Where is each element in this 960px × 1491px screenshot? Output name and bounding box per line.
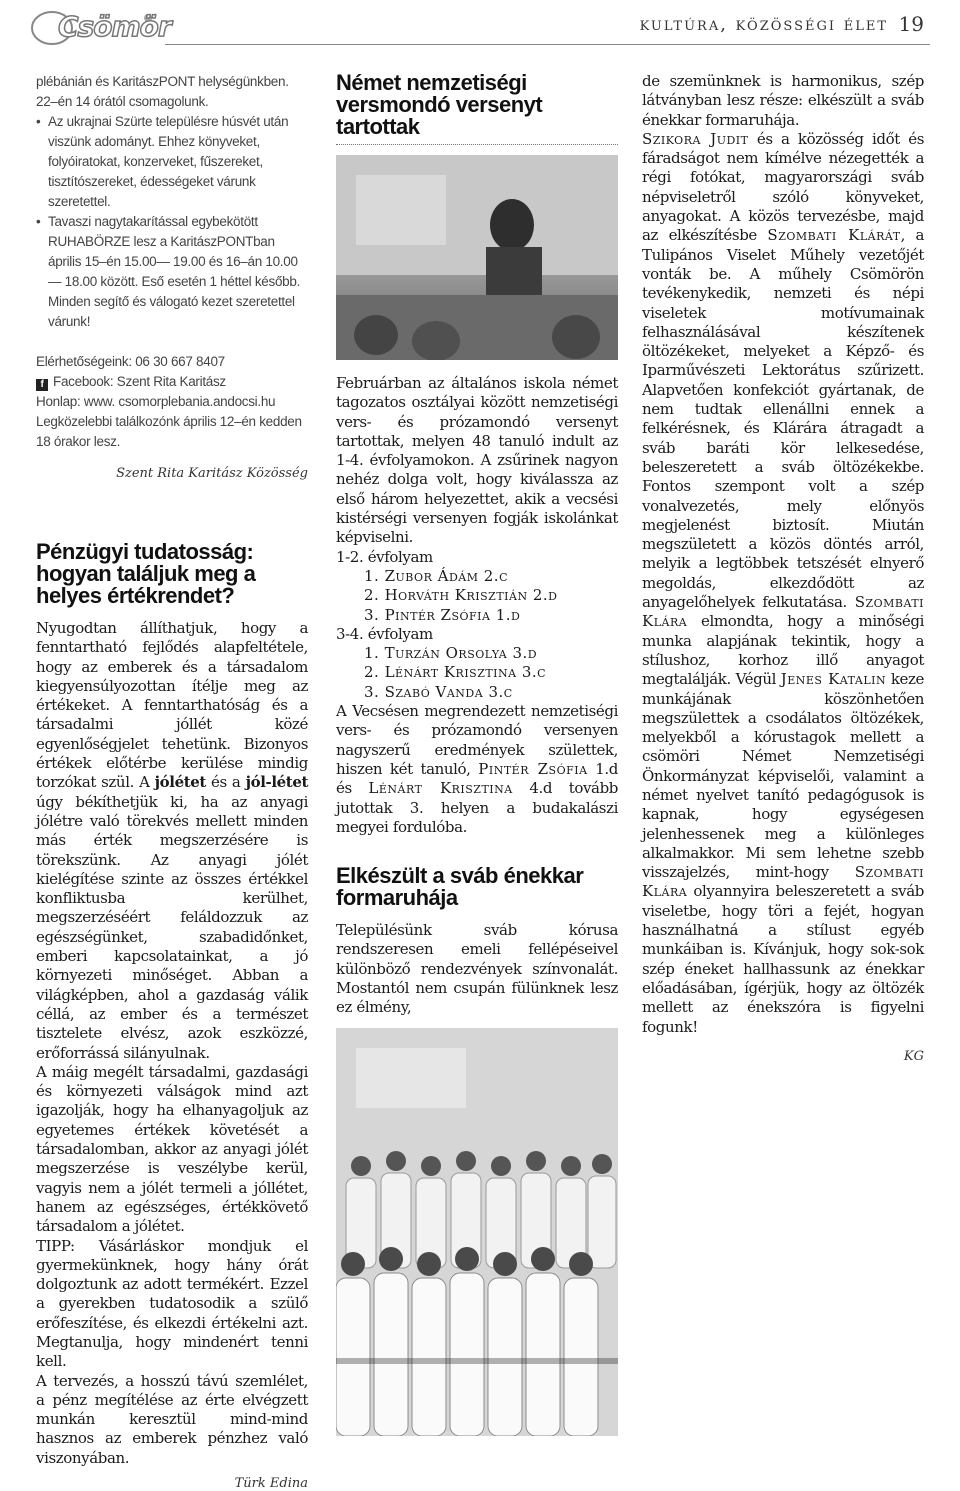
column-2 (336, 72, 618, 1436)
finance-p1b: és a (211, 773, 241, 792)
author-signature: Türk Edina (234, 1476, 308, 1491)
choir-p3: , a Tulipános Viselet Műhely vezetőjét vonták be. A műhely Csömörön tevékenykedik, nemzeti és népi viseletek motívumainak felhasználásával készítenek öltözékeket, melyeket a Képző- és Iparművészeti Lektorátus szűrizett. Alapvetően konfekciót gyártanak, de nem tudtak ellenállni ennek a felkérésnek, és Klárára átragadt a sváb baráti kör lelkesedése, beleszeretett a sváb öltözékekbe. Fontos szempont volt a szép vonalvezetés, mely előnyös megjelenést biztosít. Miután megszületett a közös döntés arról, melyik a legtöbbek tetszését elnyerő megoldás, elkezdődött az anyagelőhelyek felkutatása. (642, 226, 925, 612)
grade-heading-2: 3-4. évfolyam (336, 624, 433, 643)
header-rule (165, 44, 930, 45)
finance-p1c: úgy békíthetjük ki, ha az anyagi jólétre való törekvés mellett minden más érték megszerzésére is törekszünk. Az anyagi jólét kielégítése szinte az összes értékkel konfliktusba kerülhet, megszerzéséért feláldozzuk az egészségünket, szabadidőnket, emberi kapcsolatainkat, a jó környezeti minőséget. Abban a világképben, ahol a gazdaság válik céllá, az ember és a természet tisztelete elvész, azok eszközzé, erőforrássá silányulnak. (36, 792, 308, 1062)
choir-p6: olyannyira beleszeretett a sváb viseletbe, hogy töri a fejét, hogyan használhatná a stílust egyéb munkáiban is. Kívánjuk, hogy sok-sok szép éneket hallhassunk az énekkar előadásában, ígérjük, hogy az öltözék mellett az énekszóra is figyelni fogunk! (642, 882, 925, 1036)
list-item: 1. Turzán Orsolya 3.d (364, 644, 538, 663)
person-name: Szikora Judit (642, 129, 749, 148)
list-item (36, 212, 308, 332)
bullet-text: Az ukrajnai Szürte településre húsvét után viszünk adományt. Ehhez könyveket, folyóiratokat, konzerveket, fűszereket, tisztítószereket, édességeket várunk szeretettel. (48, 114, 289, 209)
finance-tip: TIPP: Vásárláskor mondjuk el gyermekünknek, hogy hány órát dolgoztunk az adott termékért. Ezzel a gyerekben tudatosodik a szülő erőfeszítése, és elkezdi értékelni azt. Megtanulja, hogy mindenért tenni kell. (36, 1236, 308, 1371)
person-name: Szombati Klára (642, 593, 924, 631)
photo-choir (336, 1028, 618, 1436)
finance-p2: A máig megélt társadalmi, gazdasági és környezeti válságok mind azt igazolják, hogy ha elhanyagoljuk az egyetemes értékek követését a társadalomban, akkor az anyagi jólét megszerzése is veszélybe kerül, vagyis nem a jólét termeli a jóllétet, hanem az egészséges, értékkövető társadalom a jólétet. (36, 1062, 308, 1236)
photo-graphic (336, 155, 618, 360)
choir-signature: KG (903, 1048, 924, 1064)
poetry-p1: Februárban az általános iskola német tagozatos osztályai között nemzetiségi vers- és prózamondó versenyt tartottak, melyen 48 tanuló indult az 1-4. évfolyamokon. A zsűrinek nagyon nehéz dolga volt, hogy kiválassza az első három helyezettet, akik a vecsési kistérségi versenyen fogják iskolánkat képviselni. (336, 374, 618, 547)
choir-p2: és a közösség időt és fáradságot nem kímélve nézegették a régi fotókat, magyarországi sváb népviseletről szóló könyveket, anyagokat. A közös tervezésbe, majd az elkészítésbe (642, 129, 924, 245)
bullet-text: Tavaszi nagytakarítással egybekötött RUHABÖRZE lesz a KaritászPONTban április 15–én 15.00— 19.00 és 16–án 10.00— 18.00 között. Eső esetén 1 héttel később. Minden segítő és válogató kezet szeretettel várunk! (48, 214, 301, 329)
poetry-p2b: 1.d és (336, 759, 618, 798)
photo-graphic (336, 1028, 618, 1436)
poetry-p2c: 4.d tovább jutottak 3. helyen a budakalászi megyei fordulóba. (336, 779, 618, 836)
finance-body (36, 619, 308, 1468)
logo-text: Csömör (58, 10, 171, 43)
contact-phone: Elérhetőségeink: 06 30 667 8407 (36, 354, 225, 369)
grade-heading-1: 1-2. évfolyam (336, 547, 433, 566)
facebook-line (36, 372, 308, 392)
photo-reciting-student (336, 155, 618, 360)
column-1 (36, 72, 308, 1491)
article-title-poetry: Német nemzetiségi versmondó versenyt tartottak (336, 70, 543, 139)
winners-list-1 (336, 567, 618, 625)
list-item: 3. Szabó Vanda 3.c (364, 682, 513, 701)
person-name: Jenes Katalin (780, 670, 887, 689)
karitasz-signature: Szent Rita Karitász Közösség (116, 466, 308, 481)
choir-body (642, 72, 924, 1037)
page-number: 19 (898, 12, 924, 36)
page-header (0, 0, 960, 56)
person-name: Szombati Klára (642, 863, 925, 901)
student-name: Lénárt Krisztina (368, 779, 513, 798)
poetry-body (336, 374, 618, 837)
karitasz-intro: plébánián és KaritászPONT helységünkben. 22–én 14 órától csomagolunk. (36, 74, 289, 109)
keyword-jol-let: jól-létet (245, 773, 309, 792)
title-divider (336, 144, 618, 145)
facebook-text: Facebook: Szent Rita Karitász (53, 374, 226, 389)
keyword-jolet: jólétet (154, 773, 206, 792)
student-name: Pintér Zsófia (478, 759, 588, 778)
section-title: kultúra, közösségi élet (639, 14, 888, 35)
list-item: 2. Horváth Krisztián 2.d (364, 586, 558, 605)
list-item: 1. Zubor Ádám 2.c (364, 566, 508, 585)
choir-p1: de szemünknek is harmonikus, szép látványban lesz része: elkészült a sváb énekkar formaruhája. (642, 72, 924, 129)
column-3 (642, 72, 924, 1064)
article-title-finance: Pénzügyi tudatosság: hogyan találjuk meg a helyes értékrendet? (36, 539, 256, 608)
article-title-choir: Elkészült a sváb énekkar formaruhája (336, 863, 584, 911)
person-name: Szombati Klárát (767, 226, 901, 245)
next-meeting: Legközelebbi találkozónk április 12–én kedden 18 órakor lesz. (36, 414, 302, 449)
poetry-p2a: A Vecsésen megrendezett nemzetiségi vers- és prózamondó versenyen nagyszerű eredmények születtek, hiszen két tanuló, (336, 702, 618, 778)
list-item: 2. Lénárt Krisztina 3.c (364, 663, 547, 682)
choir-p5: keze munkájának köszönhetően megszülettek a csodálatos öltözékek, melyekből a kórustagok mellett a csömöri Német Nemzetiségi Önkormányzat képviselői, valamint a német nyelvet tanító pedagógusok is kapnak, hogy egységesen jelenhessenek meg a különleges alkalmakkor. Mi sem lehetne szebb visszajelzés, mint-hogy (642, 670, 924, 882)
finance-p4: A tervezés, a hosszú távú szemlélet, a pénz megítélése az érte elvégzett munkán keresztül mind-mind hasznos az emberek pénzhez való viszonyában. (36, 1371, 308, 1467)
winners-list-2 (336, 644, 618, 702)
website-link[interactable]: Honlap: www. csomorplebania.andocsi.hu (36, 394, 276, 409)
choir-body-start: Településünk sváb kórusa rendszeresen emeli fellépéseivel különböző rendezvények színvonalát. Mostantól nem csupán fülünknek lesz ez élmény, (336, 921, 618, 1017)
bullet-icon: • (36, 214, 41, 229)
list-item (36, 112, 308, 212)
list-item: 3. Pintér Zsófia 1.d (364, 605, 521, 624)
csomor-logo (28, 6, 171, 46)
bullet-icon: • (36, 114, 41, 129)
finance-p1: Nyugodtan állíthatjuk, hogy a fenntartható fejlődés alapfeltétele, hogy az emberek és a társadalom kiegyensúlyozottan ítélje meg az értékeket. A fenntarthatóság és a társadalmi jóllét közé egyenlőségjelet tehetünk. Bizonyos értékek előtérbe kerülése mindig torzókat szül. A (36, 619, 308, 792)
choir-p4: elmondta, hogy a minőségi munka alapjának tekintik, hogy a stílushoz, korhoz illő anyagot megtalálják. Végül (642, 612, 924, 689)
facebook-icon: f (36, 379, 48, 391)
